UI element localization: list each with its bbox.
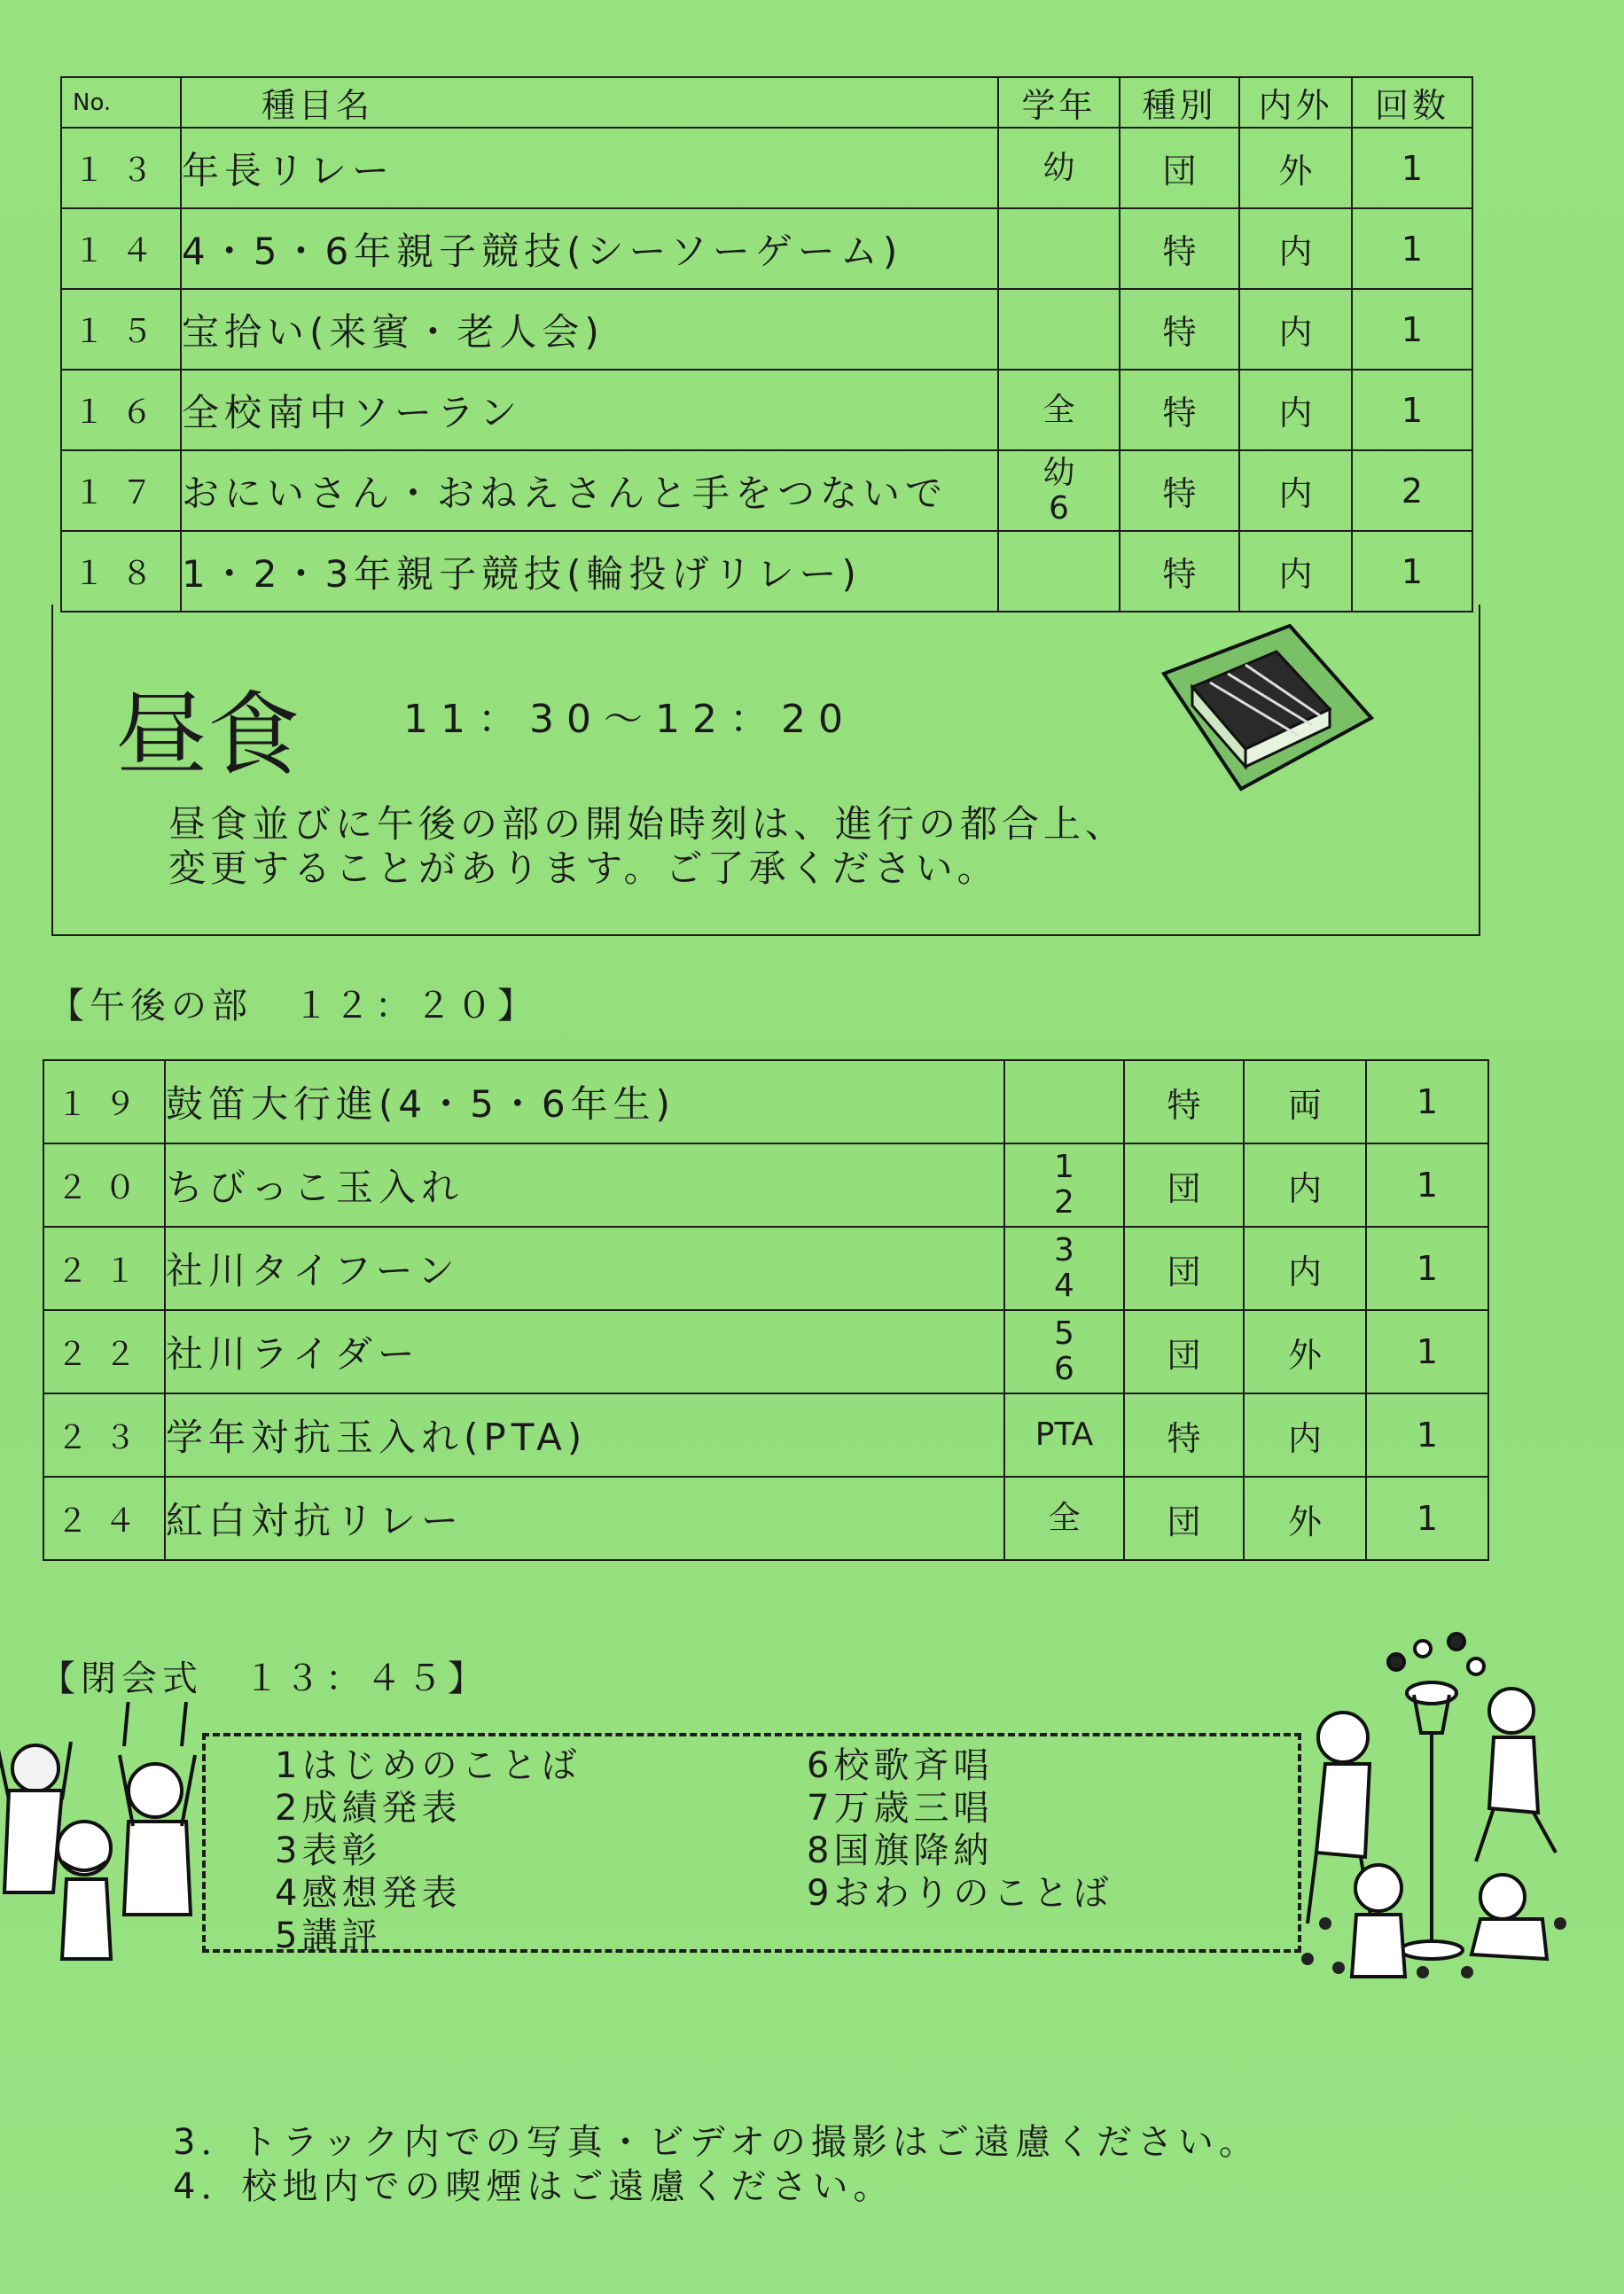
- event-name: 宝拾い(来賓・老人会): [181, 289, 998, 370]
- event-number: １３: [61, 128, 181, 208]
- header-count: 回数: [1352, 77, 1472, 128]
- program-table-morning: [60, 76, 1473, 613]
- event-number: ２０: [43, 1143, 165, 1227]
- event-inout: 内: [1239, 450, 1352, 531]
- event-type: 団: [1124, 1477, 1244, 1560]
- event-type: 特: [1124, 1393, 1244, 1477]
- closing-item: 6校歌斉唱: [807, 1745, 994, 1786]
- afternoon-heading: 【午後の部 １２：２０】: [49, 986, 538, 1026]
- event-count: 1: [1366, 1310, 1488, 1393]
- event-name: 1・2・3年親子競技(輪投げリレー): [181, 531, 998, 612]
- event-name: 4・5・6年親子競技(シーソーゲーム): [181, 208, 998, 289]
- event-type: 特: [1124, 1060, 1244, 1143]
- closing-item: 8国旗降納: [807, 1830, 994, 1871]
- event-number: １８: [61, 531, 181, 612]
- event-grade: [1004, 1060, 1124, 1143]
- event-inout: 外: [1244, 1310, 1366, 1393]
- event-count: 2: [1352, 450, 1472, 531]
- program-table-afternoon: [43, 1059, 1489, 1561]
- event-count: 1: [1366, 1060, 1488, 1143]
- event-name: 社川ライダー: [165, 1310, 1004, 1393]
- ball-toss-children-icon: [1290, 1631, 1573, 1986]
- bento-icon: [1157, 620, 1378, 798]
- event-name: おにいさん・おねえさんと手をつないで: [181, 450, 998, 531]
- closing-item: 3表彰: [275, 1830, 382, 1871]
- table-row: [43, 1310, 1488, 1393]
- event-number: ２１: [43, 1227, 165, 1310]
- event-type: 団: [1124, 1310, 1244, 1393]
- closing-item: 4感想発表: [275, 1873, 462, 1914]
- event-grade: 1 2: [1004, 1143, 1124, 1227]
- lunch-note: 昼食並びに午後の部の開始時刻は、進行の都合上、 変更することがあります。ご了承ください。: [168, 802, 1128, 890]
- event-grade: [998, 208, 1120, 289]
- event-type: 団: [1120, 128, 1239, 208]
- closing-item: 1はじめのことば: [275, 1745, 582, 1786]
- table-row: [61, 370, 1472, 450]
- event-type: 団: [1124, 1227, 1244, 1310]
- event-name: 紅白対抗リレー: [165, 1477, 1004, 1560]
- event-name: 学年対抗玉入れ(PTA): [165, 1393, 1004, 1477]
- event-name: 全校南中ソーラン: [181, 370, 998, 450]
- event-type: 特: [1120, 531, 1239, 612]
- closing-item: 7万歳三唱: [807, 1788, 994, 1829]
- event-inout: 内: [1239, 289, 1352, 370]
- table-row: [61, 289, 1472, 370]
- event-number: １７: [61, 450, 181, 531]
- event-grade: 3 4: [1004, 1227, 1124, 1310]
- event-inout: 内: [1239, 531, 1352, 612]
- event-number: １４: [61, 208, 181, 289]
- event-number: １５: [61, 289, 181, 370]
- table-header-row: [61, 77, 1472, 128]
- event-inout: 内: [1244, 1143, 1366, 1227]
- event-grade: 幼: [998, 128, 1120, 208]
- event-type: 特: [1120, 289, 1239, 370]
- table-row: [43, 1227, 1488, 1310]
- event-type: 特: [1120, 370, 1239, 450]
- event-grade: [998, 531, 1120, 612]
- event-grade: PTA: [1004, 1393, 1124, 1477]
- header-type: 種別: [1120, 77, 1239, 128]
- event-count: 1: [1352, 289, 1472, 370]
- event-inout: 両: [1244, 1060, 1366, 1143]
- table-row: [61, 450, 1472, 531]
- event-count: 1: [1352, 128, 1472, 208]
- event-count: 1: [1366, 1143, 1488, 1227]
- event-name: 鼓笛大行進(4・5・6年生): [165, 1060, 1004, 1143]
- event-count: 1: [1366, 1477, 1488, 1560]
- closing-heading: 【閉会式 １３：４５】: [40, 1658, 488, 1699]
- event-number: ２３: [43, 1393, 165, 1477]
- table-row: [43, 1143, 1488, 1227]
- event-number: １６: [61, 370, 181, 450]
- event-number: ２２: [43, 1310, 165, 1393]
- event-name: ちびっこ玉入れ: [165, 1143, 1004, 1227]
- closing-item: 5講評: [275, 1916, 382, 1956]
- table-body: [61, 128, 1472, 612]
- event-grade: 全: [998, 370, 1120, 450]
- lunch-title: 昼食: [115, 681, 301, 789]
- event-count: 1: [1352, 208, 1472, 289]
- event-name: 社川タイフーン: [165, 1227, 1004, 1310]
- closing-item: 2成績発表: [275, 1788, 462, 1829]
- event-grade: [998, 289, 1120, 370]
- header-grade: 学年: [998, 77, 1120, 128]
- table-row: [43, 1060, 1488, 1143]
- event-inout: 内: [1239, 370, 1352, 450]
- table-row: [43, 1477, 1488, 1560]
- event-count: 1: [1366, 1393, 1488, 1477]
- event-number: １９: [43, 1060, 165, 1143]
- header-inout: 内外: [1239, 77, 1352, 128]
- table-row: [61, 531, 1472, 612]
- event-grade: 幼 6: [998, 450, 1120, 531]
- event-inout: 外: [1239, 128, 1352, 208]
- event-type: 特: [1120, 208, 1239, 289]
- cheering-children-icon: [0, 1702, 213, 1968]
- event-count: 1: [1352, 370, 1472, 450]
- header-event-name: 種目名: [181, 77, 998, 128]
- event-name: 年長リレー: [181, 128, 998, 208]
- event-type: 団: [1124, 1143, 1244, 1227]
- lunch-time: 11：30～12：20: [403, 697, 855, 742]
- event-inout: 内: [1244, 1227, 1366, 1310]
- event-grade: 全: [1004, 1477, 1124, 1560]
- event-inout: 内: [1239, 208, 1352, 289]
- closing-item: 9おわりのことば: [807, 1873, 1113, 1914]
- table-row: [43, 1393, 1488, 1477]
- event-number: ２４: [43, 1477, 165, 1560]
- event-inout: 内: [1244, 1393, 1366, 1477]
- event-count: 1: [1366, 1227, 1488, 1310]
- table-row: [61, 128, 1472, 208]
- table-row: [61, 208, 1472, 289]
- header-no: No.: [61, 77, 181, 128]
- event-grade: 5 6: [1004, 1310, 1124, 1393]
- note-smoking: 4．校地内での喫煙はご遠慮ください。: [173, 2166, 894, 2207]
- note-photography: 3．トラック内での写真・ビデオの撮影はご遠慮ください。: [173, 2122, 1260, 2163]
- event-type: 特: [1120, 450, 1239, 531]
- event-count: 1: [1352, 531, 1472, 612]
- event-inout: 外: [1244, 1477, 1366, 1560]
- table-body: [43, 1060, 1488, 1560]
